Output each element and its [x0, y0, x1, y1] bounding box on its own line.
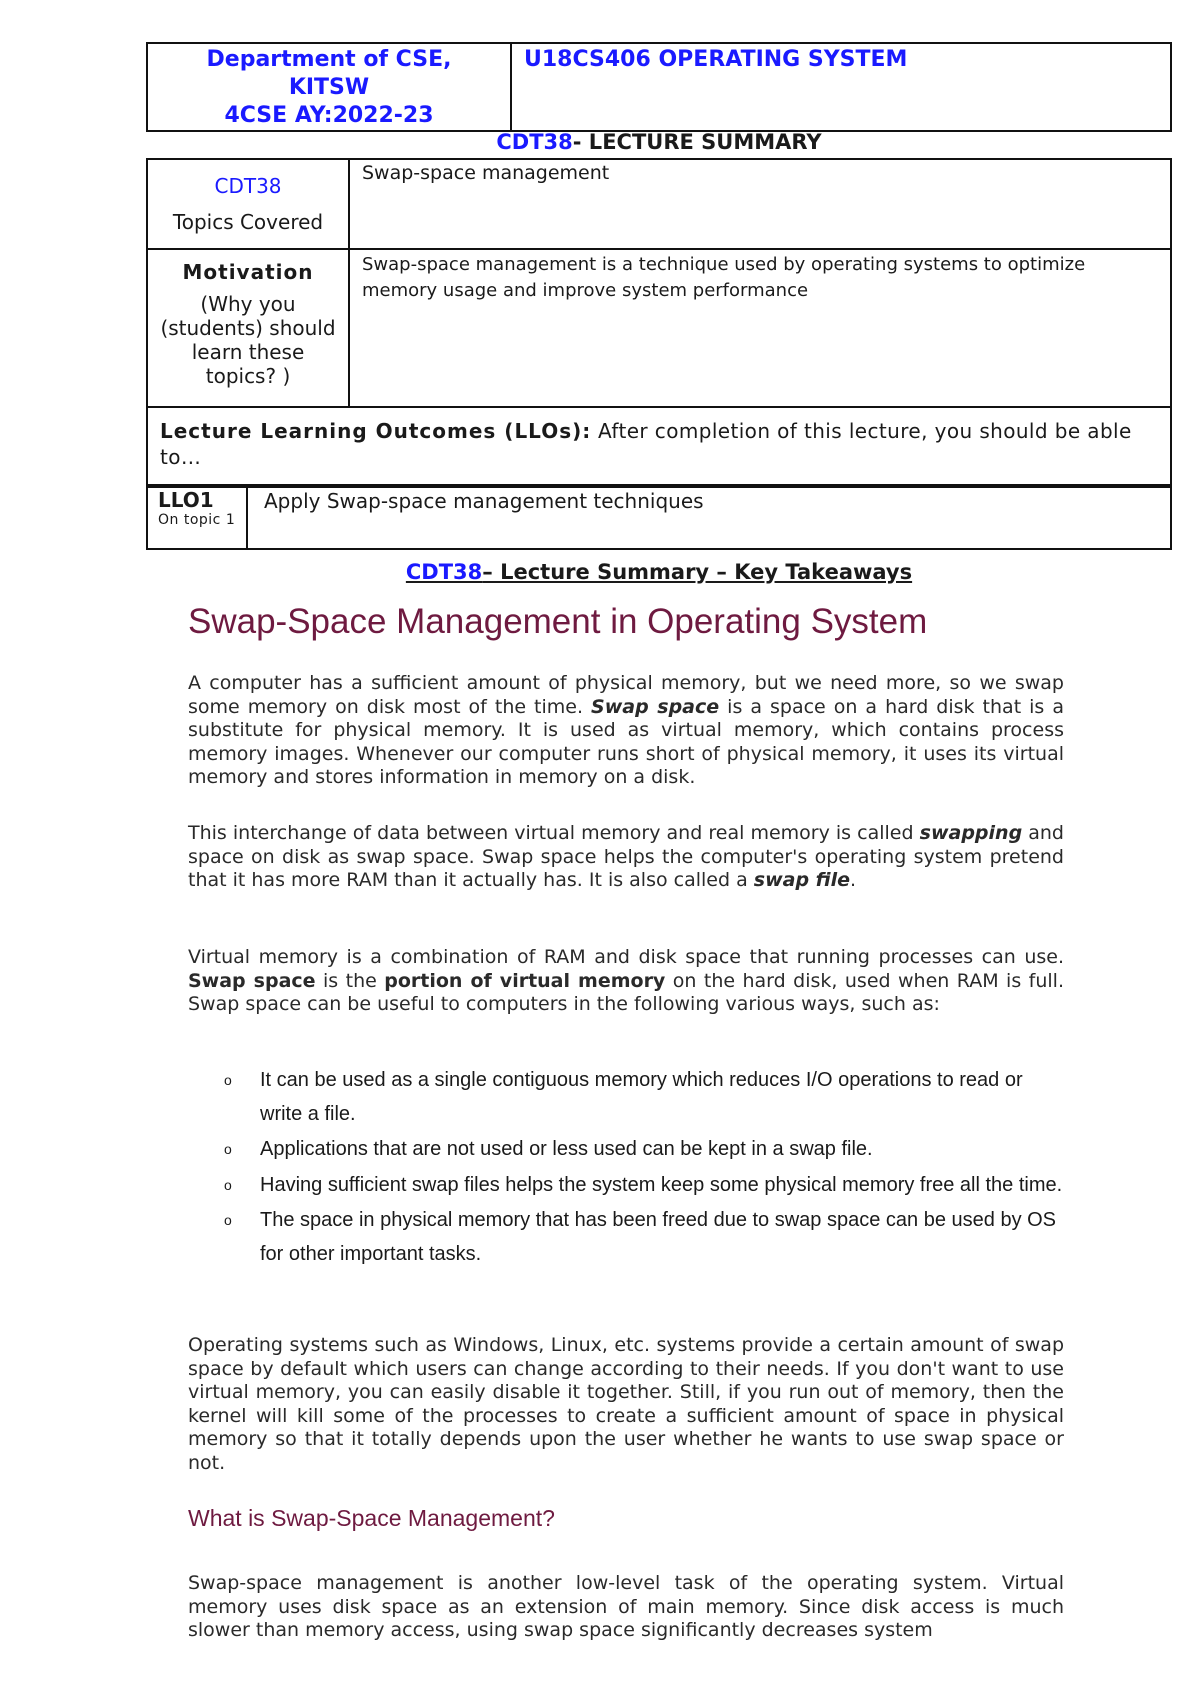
- llo-topic: On topic 1: [158, 512, 236, 528]
- bullet-icon: o: [224, 1072, 232, 1088]
- bullet-icon: o: [224, 1212, 232, 1228]
- llo-text: Apply Swap-space management techniques: [247, 487, 1171, 549]
- topics-label-cell: [147, 159, 349, 249]
- list-item-text: It can be used as a single contiguous memory which reduces I/O operations to read or write a file.: [260, 1069, 1023, 1125]
- list-item: [220, 1064, 1070, 1131]
- motivation-sub: (Why you (students) should learn these topics? ): [160, 292, 336, 388]
- paragraph-2-end: .: [850, 869, 857, 891]
- outcomes-label: Lecture Learning Outcomes (LLOs):: [160, 419, 592, 443]
- paragraph-3-mid: is the: [315, 969, 385, 992]
- swapping-term: swapping: [919, 822, 1023, 844]
- list-item: [220, 1169, 1070, 1203]
- section-heading: What is Swap-Space Management?: [188, 1505, 555, 1531]
- list-item-text: The space in physical memory that has been freed due to swap space can be used by OS for other important tasks.: [260, 1209, 1057, 1265]
- virtual-memory-portion-bold: portion of virtual memory: [384, 969, 666, 992]
- paragraph-2-rest: and space on disk as swap space. Swap space helps the computer's operating system pretend that it has more RAM than it actually has. It is also called a: [188, 822, 1064, 891]
- list-item-text: Applications that are not used or less used can be kept in a swap file.: [260, 1138, 873, 1160]
- llo-table: [146, 486, 1172, 550]
- outcomes-cell: [147, 407, 1171, 485]
- institute-name: KITSW: [288, 75, 370, 100]
- swap-space-term: Swap space: [591, 695, 720, 718]
- summary-table: [146, 158, 1172, 486]
- topics-code: CDT38: [214, 174, 282, 198]
- paragraph-2-text: This interchange of data between virtual memory and real memory is called: [188, 822, 920, 844]
- summary-code: CDT38: [496, 130, 573, 154]
- summary-title-text: - LECTURE SUMMARY: [572, 130, 822, 154]
- paragraph-3-text: Virtual memory is a combination of RAM and disk space that running processes can use.: [188, 946, 1064, 968]
- article-title: Swap-Space Management in Operating System: [188, 602, 928, 641]
- paragraph-1-rest: is a space on a hard disk that is a substitute for physical memory. It is used as virtual memory, which contains process memory images. Whenever our computer runs short of physical memory, it uses its virtual memory and stores information in memory on a disk.: [188, 695, 1064, 788]
- paragraph-3: [188, 946, 1064, 1017]
- llo-id-cell: [147, 487, 247, 549]
- header-table: [146, 42, 1172, 132]
- swap-benefits-list: [220, 1064, 1070, 1273]
- paragraph-3-rest: on the hard disk, used when RAM is full. Swap space can be useful to computers in the following various ways, such as:: [188, 969, 1064, 1015]
- llo-id: LLO1: [158, 488, 214, 512]
- lecture-summary-title: [146, 130, 1172, 154]
- motivation-label: Motivation: [182, 260, 314, 284]
- paragraph-2: [188, 822, 1064, 893]
- outcomes-text: After completion of this lecture, you should be able to…: [160, 419, 1132, 469]
- course-title: U18CS406 OPERATING SYSTEM: [511, 43, 1171, 131]
- list-item-text: Having sufficient swap files helps the system keep some physical memory free all the time.: [260, 1173, 1063, 1196]
- bullet-icon: o: [224, 1141, 232, 1157]
- motivation-label-cell: [147, 249, 349, 407]
- department-cell: [147, 43, 511, 131]
- takeaways-title-text: – Lecture Summary – Key Takeaways: [482, 560, 913, 584]
- topics-value: Swap-space management: [349, 159, 1171, 249]
- paragraph-4: Operating systems such as Windows, Linux, etc. systems provide a certain amount of swap space by default which users can change according to their needs. If you don't want to use virtual memory, you can easily disable it together. Still, if you run out of memory, then the kernel will kill some of the processes to create a sufficient amount of space in physical memory so that it totally depends upon the user whether he wants to use swap space or not.: [188, 1334, 1064, 1474]
- swap-file-term: swap file: [753, 869, 851, 891]
- list-item: [220, 1133, 1070, 1167]
- department-name: Department of CSE,: [206, 47, 452, 72]
- key-takeaways-title: [146, 560, 1172, 584]
- paragraph-1-text: A computer has a sufficient amount of physical memory, but we need more, so we swap some memory on disk most of the time.: [188, 672, 1064, 718]
- academic-year: 4CSE AY:2022-23: [224, 103, 434, 128]
- bullet-icon: o: [224, 1176, 232, 1193]
- paragraph-1: [188, 672, 1064, 790]
- swap-space-bold: Swap space: [188, 969, 316, 992]
- motivation-value: Swap-space management is a technique used by operating systems to optimize memory usage and improve system performance: [349, 249, 1171, 407]
- topics-label: Topics Covered: [172, 210, 324, 234]
- list-item: [220, 1204, 1070, 1271]
- takeaways-code: CDT38: [405, 560, 483, 584]
- paragraph-5: Swap-space management is another low-level task of the operating system. Virtual memory uses disk space as an extension of main memory. Since disk access is much slower than memory access, using swap space significantly decreases system: [188, 1572, 1064, 1641]
